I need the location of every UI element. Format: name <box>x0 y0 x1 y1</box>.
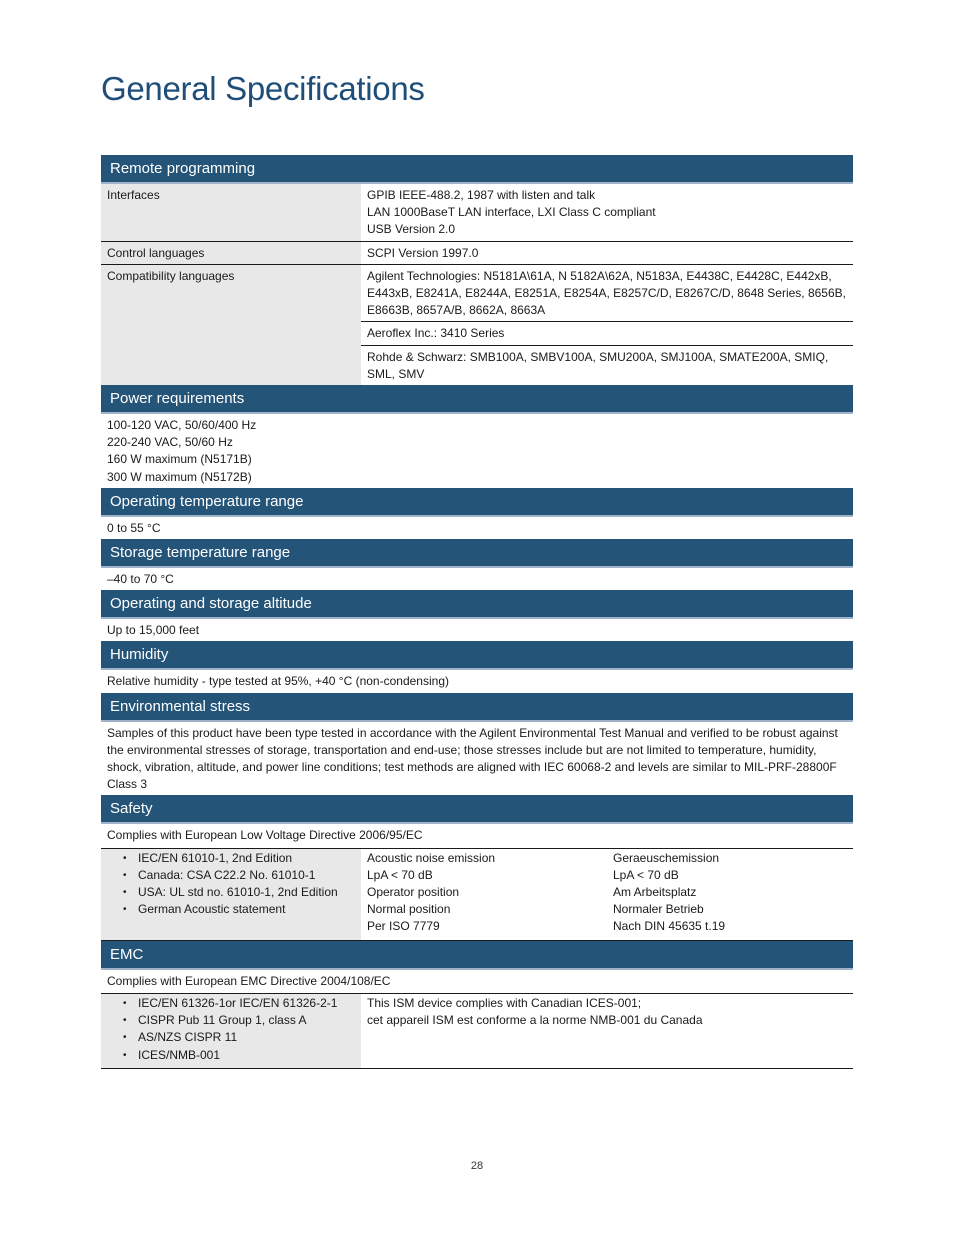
interfaces-value <box>361 184 853 241</box>
safety-directive: Complies with European Low Voltage Directive 2006/95/EC <box>107 828 423 843</box>
storage-temperature-header: Storage temperature range <box>101 539 853 568</box>
emc-header: EMC <box>101 941 853 970</box>
safety-standards <box>101 849 361 940</box>
list-item: • USA: UL std no. 61010-1, 2nd Edition <box>101 884 361 901</box>
interfaces-label: Interfaces <box>101 184 361 241</box>
safety-details-row <box>101 848 853 941</box>
compat-rohde-schwarz: Rohde & Schwarz: SMB100A, SMBV100A, SMU200A, SMJ100A, SMATE200A, SMIQ, SML, SMV <box>367 349 829 381</box>
acoustic-line: Normal position <box>367 902 451 917</box>
compatibility-languages-label: Compatibility languages <box>101 265 361 385</box>
emc-details-row <box>101 993 853 1069</box>
list-item: • ICES/NMB-001 <box>101 1047 361 1064</box>
compatibility-languages-values <box>361 265 853 385</box>
page-number: 28 <box>470 1160 484 1172</box>
safety-standards-list <box>101 849 361 923</box>
interface-lan: LAN 1000BaseT LAN interface, LXI Class C compliant <box>367 205 656 220</box>
interface-usb: USB Version 2.0 <box>367 222 456 237</box>
compat-aeroflex: Aeroflex Inc.: 3410 Series <box>361 322 853 345</box>
acoustic-line: Geraeuschemission <box>613 850 720 865</box>
power-line: 160 W maximum (N5171B) <box>107 452 252 467</box>
page-title: General Specifications <box>101 70 425 107</box>
interfaces-row <box>101 184 853 242</box>
acoustic-line: Acoustic noise emission <box>367 850 496 865</box>
altitude-value: Up to 15,000 feet <box>107 623 200 638</box>
acoustic-english <box>367 850 613 936</box>
acoustic-line: LpA < 70 dB <box>613 867 679 882</box>
acoustic-line: Normaler Betrieb <box>613 902 704 917</box>
altitude-header: Operating and storage altitude <box>101 590 853 619</box>
compat-agilent: Agilent Technologies: N5181A\61A, N 5182A\62A, N5183A, E4438C, E4428C, E442xB, E443xB, E8241A, E8244A, E8251A, E8254A, E8257C/D, E8267C/D, 8648 Series, 8656B, E8663B, 8657A/B, 8662A, 8663A <box>361 265 853 323</box>
specifications-table <box>101 155 853 1069</box>
acoustic-german <box>613 850 847 936</box>
control-languages-value: SCPI Version 1997.0 <box>367 245 479 260</box>
power-line: 220-240 VAC, 50/60 Hz <box>107 435 233 450</box>
storage-temperature-value: –40 to 70 °C <box>107 572 174 587</box>
acoustic-line: Nach DIN 45635 t.19 <box>613 919 726 934</box>
acoustic-line: Per ISO 7779 <box>367 919 440 934</box>
operating-temperature-value: 0 to 55 °C <box>107 520 161 535</box>
control-languages-row <box>101 242 853 265</box>
emc-standards <box>101 994 361 1068</box>
ism-statement <box>361 994 853 1068</box>
list-item: • IEC/EN 61010-1, 2nd Edition <box>101 850 361 867</box>
remote-programming-header: Remote programming <box>101 155 853 184</box>
safety-header: Safety <box>101 795 853 824</box>
list-item: • AS/NZS CISPR 11 <box>101 1029 361 1046</box>
ism-line: cet appareil ISM est conforme a la norme NMB-001 du Canada <box>367 1013 703 1028</box>
list-item: • CISPR Pub 11 Group 1, class A <box>101 1012 361 1029</box>
power-line: 100-120 VAC, 50/60/400 Hz <box>107 418 257 433</box>
acoustic-line: Operator position <box>367 885 460 900</box>
humidity-value: Relative humidity - type tested at 95%, +40 °C (non-condensing) <box>107 674 449 689</box>
list-item: • IEC/EN 61326-1or IEC/EN 61326-2-1 <box>101 995 361 1012</box>
emc-standards-list <box>101 994 361 1068</box>
control-languages-label: Control languages <box>101 242 361 264</box>
acoustic-statement <box>361 849 853 940</box>
acoustic-line: Am Arbeitsplatz <box>613 885 697 900</box>
operating-temperature-header: Operating temperature range <box>101 488 853 517</box>
ism-line: This ISM device complies with Canadian ICES-001; <box>367 995 642 1010</box>
list-item: • Canada: CSA C22.2 No. 61010-1 <box>101 867 361 884</box>
power-line: 300 W maximum (N5172B) <box>107 469 252 484</box>
environmental-stress-value: Samples of this product have been type tested in accordance with the Agilent Environmental Test Manual and verified to be robust against the environmental stresses of storage, transportation and end-use; those stresses include but are not limited to temperature, humidity, shock, vibration, altitude, and power line conditions; test methods are aligned with IEC 60068-2 and levels are similar to MIL-PRF-28800F Class 3 <box>107 725 838 792</box>
emc-directive: Complies with European EMC Directive 2004/108/EC <box>107 973 391 988</box>
power-requirements-value <box>101 414 853 488</box>
power-requirements-header: Power requirements <box>101 385 853 414</box>
interface-gpib: GPIB IEEE-488.2, 1987 with listen and talk <box>367 188 596 202</box>
list-item: • German Acoustic statement <box>101 901 361 918</box>
compatibility-languages-row <box>101 265 853 385</box>
humidity-header: Humidity <box>101 641 853 670</box>
acoustic-line: LpA < 70 dB <box>367 867 433 882</box>
environmental-stress-header: Environmental stress <box>101 693 853 722</box>
